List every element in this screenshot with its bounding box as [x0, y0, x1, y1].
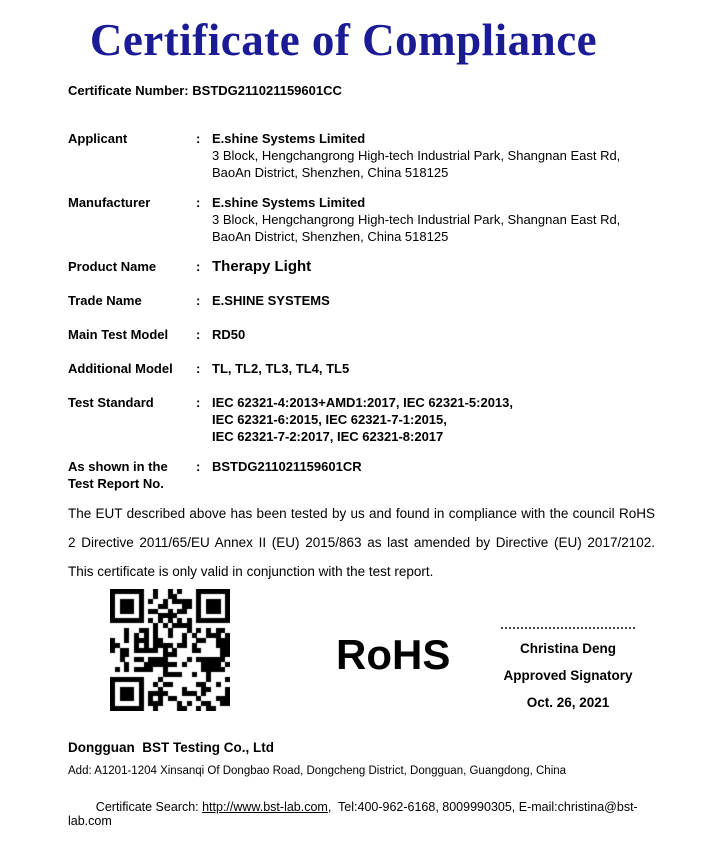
- applicant-address-line1: 3 Block, Hengchangrong High-tech Industrial Park, Shangnan East Rd,: [212, 148, 621, 163]
- field-colon: :: [196, 293, 201, 308]
- rohs-mark: RoHS: [336, 631, 451, 678]
- trade-name-label: Trade Name: [68, 293, 142, 308]
- manufacturer-address-line1: 3 Block, Hengchangrong High-tech Industrial Park, Shangnan East Rd,: [212, 212, 621, 227]
- signature-block: [478, 627, 658, 716]
- applicant-address-line2: BaoAn District, Shenzhen, China 518125: [212, 165, 449, 180]
- signatory-name: Christina Deng: [519, 641, 616, 656]
- field-colon: :: [196, 459, 201, 474]
- certificate-fields: [68, 130, 655, 492]
- manufacturer-label: Manufacturer: [68, 195, 151, 210]
- field-row-test-standard: [68, 394, 655, 445]
- field-colon: :: [196, 195, 201, 210]
- field-row-applicant: [68, 130, 655, 181]
- lab-company-name: Dongguan BST Testing Co., Ltd: [68, 740, 274, 755]
- footer: [68, 740, 655, 842]
- certificate-number-line: [68, 82, 655, 99]
- manufacturer-address-line2: BaoAn District, Shenzhen, China 518125: [212, 229, 449, 244]
- field-colon: :: [196, 395, 201, 410]
- field-row-manufacturer: [68, 194, 655, 245]
- test-report-value: BSTDG211021159601CR: [212, 459, 362, 474]
- field-colon: :: [196, 131, 201, 146]
- additional-model-label: Additional Model: [68, 361, 173, 376]
- test-standard-label: Test Standard: [68, 395, 154, 410]
- signature-dotted-line: [501, 627, 635, 629]
- certificate-number-value: BSTDG211021159601CC: [192, 83, 342, 98]
- signatory-title: Approved Signatory: [503, 668, 633, 683]
- applicant-label: Applicant: [68, 131, 128, 146]
- main-test-model-value: RD50: [212, 327, 246, 342]
- manufacturer-name: E.shine Systems Limited: [212, 195, 366, 210]
- field-colon: :: [196, 327, 201, 342]
- field-row-test-report: [68, 458, 655, 492]
- field-row-main-test-model: [68, 326, 655, 343]
- signature-date: Oct. 26, 2021: [526, 695, 610, 710]
- product-name-label: Product Name: [68, 259, 157, 274]
- field-row-additional-model: [68, 360, 655, 377]
- trade-name-value: E.SHINE SYSTEMS: [212, 293, 330, 308]
- test-standard-line1: IEC 62321-4:2013+AMD1:2017, IEC 62321-5:2013,: [212, 395, 513, 410]
- test-report-label-line2: Test Report No.: [68, 476, 164, 491]
- stamp-and-signature-section: [68, 589, 655, 721]
- lab-address: Add: A1201-1204 Xinsanqi Of Dongbao Road, Dongcheng District, Dongguan, Guangdong, China: [68, 765, 567, 777]
- test-standard-line3: IEC 62321-7-2:2017, IEC 62321-8:2017: [212, 429, 444, 444]
- test-standard-line2: IEC 62321-6:2015, IEC 62321-7-1:2015,: [212, 412, 447, 427]
- certificate-search-line: [68, 786, 655, 842]
- field-row-trade-name: [68, 292, 655, 309]
- additional-model-value: TL, TL2, TL3, TL4, TL5: [212, 361, 350, 376]
- applicant-name: E.shine Systems Limited: [212, 131, 366, 146]
- certificate-search-link[interactable]: http://www.bst-lab.com: [202, 800, 328, 814]
- certificate-search-label: Certificate Search:: [95, 800, 203, 814]
- lab-contact-info: , Tel:400-962-6168, 8009990305, E-mail:christina@bst-lab.com: [68, 800, 638, 828]
- field-colon: :: [196, 361, 201, 376]
- product-name-value: Therapy Light: [212, 258, 312, 275]
- field-colon: :: [196, 259, 201, 274]
- test-report-label-line1: As shown in the: [68, 459, 168, 474]
- compliance-statement: The EUT described above has been tested by us and found in compliance with the council RoHS 2 Directive 2011/65/EU Annex II (EU) 2015/863 as last amended by Directive (EU) 2017/2102. This certificate is only valid in conjunction with the test report.: [68, 506, 655, 579]
- qr-code-icon: [110, 589, 230, 711]
- main-test-model-label: Main Test Model: [68, 327, 169, 342]
- field-row-product-name: [68, 258, 655, 275]
- page-title: Certificate of Compliance: [89, 15, 598, 65]
- certificate-number-label: Certificate Number:: [68, 83, 189, 98]
